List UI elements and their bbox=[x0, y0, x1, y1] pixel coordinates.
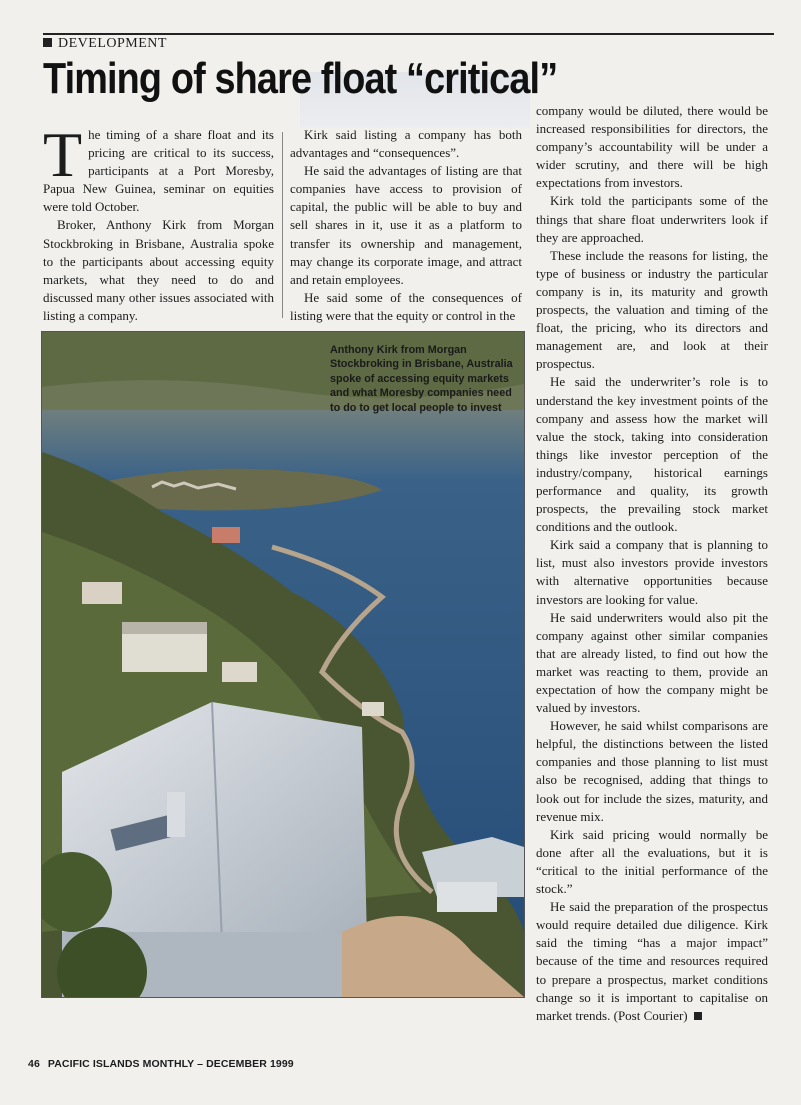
page-footer bbox=[28, 1058, 294, 1070]
section-label bbox=[43, 36, 167, 52]
article-paragraph: Kirk said listing a company has both advantages and “consequences”. bbox=[290, 127, 522, 161]
photo-caption: Anthony Kirk from Morgan Stockbroking in Brisbane, Australia spoke of accessing equity markets and what Moresby companies need to do to get local people to invest bbox=[330, 344, 513, 414]
section-square-icon bbox=[43, 38, 52, 47]
section-label-text: DEVELOPMENT bbox=[58, 36, 167, 51]
article-paragraph: He said underwriters would also pit the company against other similar companies that are already listed, to find out how the market was reacting to them, provide an expectation of how the company might be valued by investors. bbox=[536, 609, 768, 716]
article-paragraph: company would be diluted, there would be increased responsibilities for directors, the company’s accountability will be under a wider scrutiny, and there will be high expectations from investors. bbox=[536, 103, 768, 191]
harbour-scene-image bbox=[42, 332, 524, 997]
article-paragraph: However, he said whilst comparisons are helpful, the distinctions between the listed companies and those planning to list must also be recognised, adding that things to look out for include the sizes, maturity, and revenue mix. bbox=[536, 718, 768, 824]
header-rule bbox=[43, 33, 774, 35]
article-paragraph: Kirk told the participants some of the things that share float underwriters look if they are approached. bbox=[536, 193, 768, 245]
article-paragraph: He said some of the consequences of listing were that the equity or control in the bbox=[290, 289, 522, 323]
article-column-2 bbox=[290, 126, 522, 325]
publication-line: PACIFIC ISLANDS MONTHLY – DECEMBER 1999 bbox=[47, 1058, 294, 1070]
end-of-article-icon bbox=[694, 1012, 702, 1020]
article-paragraph: Kirk said pricing would normally be done after all the evaluations, but it is “critical to the initial performance of the stock.” bbox=[536, 826, 768, 897]
article-paragraph: These include the reasons for listing, the type of business or industry the particular company is in, its maturity and growth prospects, the valuation and timing of the float, the pricing, who its directors and management are, and look at their prospectus. bbox=[536, 247, 768, 372]
port-moresby-photo bbox=[41, 331, 525, 998]
drop-cap: T bbox=[43, 119, 83, 190]
article-headline: Timing of share float “critical” bbox=[43, 54, 558, 103]
article-column-3 bbox=[536, 102, 768, 1025]
article-paragraph: He said the advantages of listing are that companies have access to provision of capital, the public will be able to buy and sell shares in it, use it as a platform to transfer its ownership and management, may change its corporate image, and attract and retain employees. bbox=[290, 163, 522, 287]
article-paragraph: Broker, Anthony Kirk from Morgan Stockbroking in Brisbane, Australia spoke to the participants about accessing equity markets, what they need to do and discussed many other issues associated with listing a company. bbox=[43, 217, 274, 323]
article-paragraph: He said the preparation of the prospectus would require detailed due diligence. Kirk said the timing “has a major impact” because of the time and resources required to prepare a prospectus, market conditions change so it is important to capitalise on market trends. (Post Courier) bbox=[536, 899, 768, 1023]
article-paragraph: Kirk said a company that is planning to list, must also investors provide investors with alternative opportunities because investors are looking for value. bbox=[536, 537, 768, 607]
column-divider bbox=[282, 132, 283, 318]
article-column-1 bbox=[43, 119, 274, 325]
article-paragraph: He said the underwriter’s role is to understand the key investment points of the company and assess how the market will value the stock, taking into consideration things like investor perception of the industry/company, historical earnings performance and quality, its growth prospects, the prevailing stock market conditions and the outlook. bbox=[536, 374, 768, 535]
page-number: 46 bbox=[28, 1058, 40, 1070]
article-paragraph: The timing of a share float and its pricing are critical to its success, participants at a Port Moresby, Papua New Guinea, seminar on equities were told October. bbox=[43, 119, 274, 215]
